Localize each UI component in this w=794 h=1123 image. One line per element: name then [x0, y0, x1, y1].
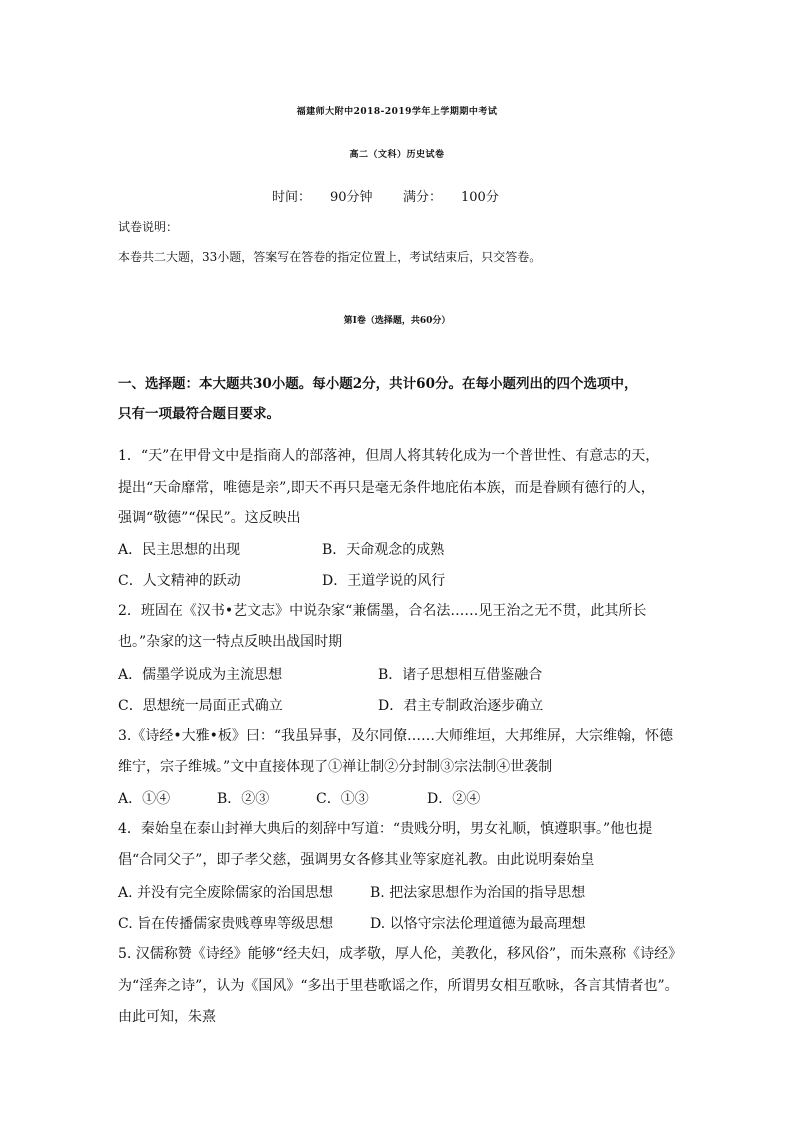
question-stem-line: 4．秦始皇在泰山封禅大典后的刻辞中写道：“贵贱分明，男女礼顺，慎遵职事。”他也提	[118, 821, 653, 837]
question-stem-line: 2．班固在《汉书•艺文志》中说杂家“兼儒墨，合名法……见王治之无不贯，此其所长	[118, 603, 647, 619]
time-value: 90分钟	[330, 190, 373, 205]
question-stem-line: 提出“天命靡常，唯德是亲”,即天不再只是毫无条件地庇佑本族，而是眷顾有德行的人，	[118, 480, 655, 496]
question-stem-line: 也。”杂家的这一特点反映出战国时期	[118, 634, 343, 650]
option-b: B. 把法家思想作为治国的指导思想	[370, 885, 586, 901]
option-d: D．王道学说的风行	[322, 573, 446, 589]
option-b: B．诸子思想相互借鉴融合	[378, 667, 543, 683]
option-d: D. 以恪守宗法伦理道德为最高理想	[370, 916, 586, 932]
question-stem-line: 5. 汉儒称赞《诗经》能够“经夫妇，成孝敬，厚人伦，美教化，移风俗”，而朱熹称《诗经》	[118, 946, 683, 962]
question-stem-line: 维宁，宗子维城。”文中直接体现了①禅让制②分封制③宗法制④世袭制	[118, 759, 553, 775]
question-stem-line: 3.《诗经•大雅•板》曰：“我虽异事，及尔同僚……大师维垣，大邦维屏，大宗维翰，怀德	[118, 728, 674, 744]
time-label: 时间：	[272, 190, 312, 205]
option-c: C．思想统一局面正式确立	[118, 698, 283, 714]
option-c: C. 旨在传播儒家贵贱尊卑等级思想	[118, 916, 334, 932]
question-stem-line: 由此可知，朱熹	[118, 1009, 216, 1025]
question-stem-line: 强调“敬德”“保民”。这反映出	[118, 510, 301, 526]
option-b: B．天命观念的成熟	[322, 542, 445, 558]
section-heading-line1: 一、选择题：本大题共30小题。每小题2分，共计60分。在每小题列出的四个选项中，	[118, 376, 638, 392]
option-c: C．①③	[316, 791, 369, 807]
question-stem-line: 为“淫奔之诗”，认为《国风》“多出于里巷歌谣之作，所谓男女相互歌咏，各言其情者也”。	[118, 978, 679, 994]
option-b: B．②③	[217, 791, 270, 807]
option-a: A．儒墨学说成为主流思想	[118, 667, 283, 683]
option-a: A．民主思想的出现	[118, 542, 241, 558]
option-a: A. 并没有完全废除儒家的治国思想	[118, 885, 334, 901]
instructions-text: 本卷共二大题，33小题，答案写在答卷的指定位置上，考试结束后，只交答卷。	[118, 250, 542, 264]
section-heading-line2: 只有一项最符合题目要求。	[118, 406, 280, 422]
option-d: D．②④	[427, 791, 481, 807]
option-c: C．人文精神的跃动	[118, 573, 241, 589]
score-label: 满分：	[403, 190, 443, 205]
option-a: A．①④	[118, 791, 171, 807]
instructions-heading: 试卷说明：	[118, 220, 179, 234]
question-stem-line: 1．“天”在甲骨文中是指商人的部落神，但周人将其转化成为一个普世性、有意志的天，	[118, 448, 660, 464]
question-stem-line: 倡“合同父子”，即子孝父慈，强调男女各修其业等家庭礼教。由此说明秦始皇	[118, 852, 595, 868]
part-title: 第I卷（选择题，共60分）	[343, 316, 451, 326]
exam-subtitle: 高二（文科）历史试卷	[349, 150, 445, 160]
exam-title: 福建师大附中2018-2019学年上学期期中考试	[296, 107, 498, 117]
option-d: D．君主专制政治逐步确立	[378, 698, 544, 714]
score-value: 100分	[461, 190, 499, 205]
